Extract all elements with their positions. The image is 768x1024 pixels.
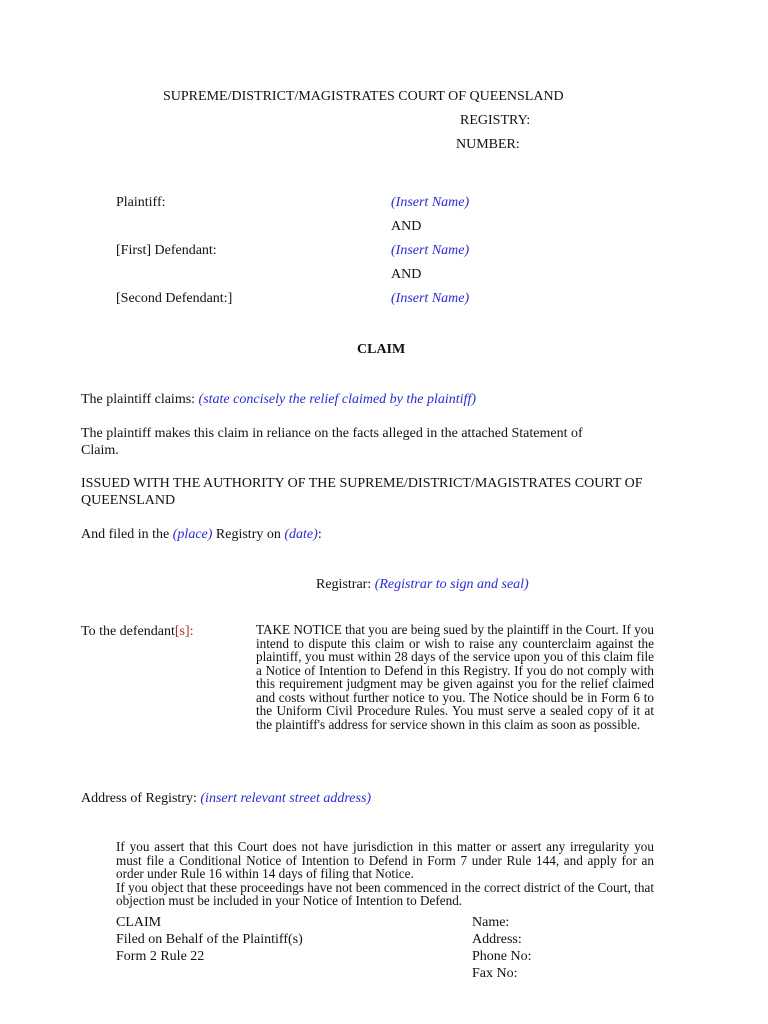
filed-suffix: :: [317, 527, 322, 542]
and-separator-2: AND: [391, 267, 422, 282]
claim-heading: CLAIM: [357, 342, 406, 357]
footer-claim: CLAIM: [116, 915, 162, 930]
court-title: SUPREME/DISTRICT/MAGISTRATES COURT OF QUEENSLAND: [163, 89, 564, 104]
plaintiff-claims-line: [81, 391, 476, 408]
filed-line: [81, 526, 322, 543]
second-defendant-label: [Second Defendant:]: [116, 291, 233, 306]
filed-place-hint: (place): [172, 527, 213, 542]
to-defendant-suffix: :: [189, 624, 194, 639]
plaintiff-name-placeholder: (Insert Name): [391, 195, 470, 210]
registrar-label: Registrar:: [316, 577, 375, 592]
footer-address-label: Address:: [472, 932, 522, 947]
reliance-line-2: Claim.: [81, 443, 119, 458]
issued-line-2: QUEENSLAND: [81, 493, 176, 508]
claims-prefix: The plaintiff claims:: [81, 392, 199, 407]
and-separator-1: AND: [391, 219, 422, 234]
issued-line-1: ISSUED WITH THE AUTHORITY OF THE SUPREME/DISTRICT/MAGISTRATES COURT OF: [81, 476, 643, 491]
to-defendant-label: [81, 623, 194, 640]
plaintiff-label: Plaintiff:: [116, 195, 166, 210]
filed-date-hint: (date): [284, 527, 318, 542]
claims-hint: (state concisely the relief claimed by the plaintiff): [198, 392, 476, 407]
take-notice-text: TAKE NOTICE that you are being sued by the plaintiff in the Court. If you intend to dispute this claim or wish to raise any counterclaim against the plaintiff, you must within 28 days of the service upon you of this claim file a Notice of Intention to Defend in this Registry. If you do not comply with this requirement judgment may be given against you for the relief claimed and costs without further notice to you. The Notice should be in Form 6 to the Uniform Civil Procedure Rules. You must serve a sealed copy of it at the plaintiff's address for service shown in this claim as soon as possible.: [256, 622, 654, 732]
to-defendant-plural: [s]: [174, 624, 190, 639]
first-defendant-label: [First] Defendant:: [116, 243, 217, 258]
filed-middle: Registry on: [212, 527, 285, 542]
number-label: NUMBER:: [456, 137, 520, 152]
first-defendant-name-placeholder: (Insert Name): [391, 243, 470, 258]
registry-label: REGISTRY:: [460, 113, 531, 128]
registrar-hint: (Registrar to sign and seal): [374, 577, 529, 592]
jurisdiction-para-2: If you object that these proceedings have not been commenced in the correct district of the Court, that objection must be included in your Notice of Intention to Defend.: [116, 879, 654, 908]
footer-filed-on-behalf: Filed on Behalf of the Plaintiff(s): [116, 932, 303, 947]
footer-form-rule: Form 2 Rule 22: [116, 949, 205, 964]
footer-name-label: Name:: [472, 915, 510, 930]
registrar-line: [316, 576, 529, 593]
second-defendant-name-placeholder: (Insert Name): [391, 291, 470, 306]
address-hint: (insert relevant street address): [200, 791, 372, 806]
reliance-line-1: The plaintiff makes this claim in reliance on the facts alleged in the attached Statement of: [81, 426, 583, 441]
jurisdiction-para-1: If you assert that this Court does not have jurisdiction in this matter or assert any irregularity you must file a Conditional Notice of Intention to Defend in Form 7 under Rule 144, and apply for an order under Rule 16 within 14 days of filing that Notice.: [116, 839, 654, 881]
address-label: Address of Registry:: [81, 791, 201, 806]
filed-prefix: And filed in the: [81, 527, 173, 542]
address-line: [81, 790, 371, 807]
footer-phone-label: Phone No:: [472, 949, 532, 964]
jurisdiction-block: [116, 840, 654, 908]
footer-fax-label: Fax No:: [472, 966, 518, 981]
to-defendant-prefix: To the defendant: [81, 624, 175, 639]
